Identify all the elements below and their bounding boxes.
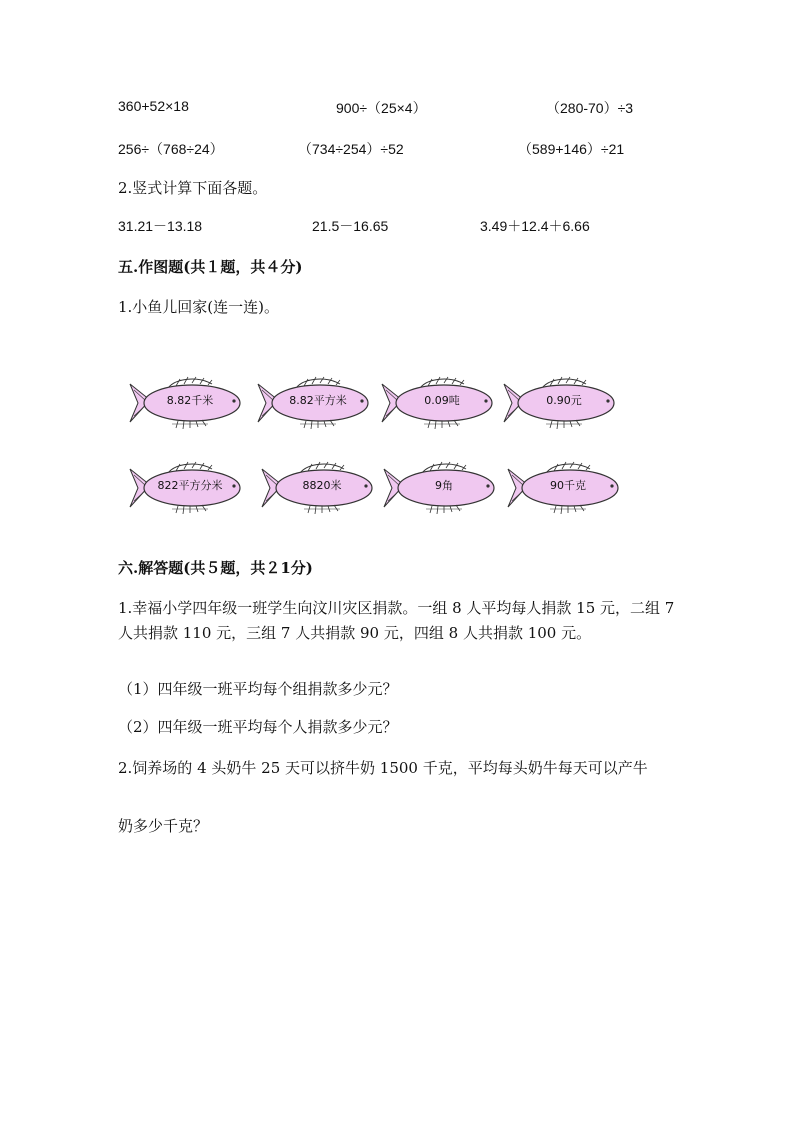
calc-item: 3.49＋12.4＋6.66 (480, 218, 590, 234)
calc-item: 21.5－16.65 (312, 218, 389, 234)
fish-card[interactable] (502, 374, 624, 432)
question-text: 1.幸福小学四年级一班学生向汶川灾区捐款。一组 8 人平均每人捐款 15 元，二组 7 人共捐款 110 元，三组 7 人共捐款 90 元，四组 8 人共捐款 100 元。 (118, 599, 675, 642)
fish-label: 90千克 (550, 479, 586, 492)
calc-item: 256÷（768÷24） (118, 141, 224, 157)
fish-label: 822平方分米 (157, 479, 223, 492)
fish-card[interactable] (128, 374, 250, 432)
fish-card[interactable] (128, 459, 250, 517)
fish-card[interactable] (506, 459, 628, 517)
calc-item: （589+146）÷21 (518, 141, 625, 157)
calc-item: 31.21－13.18 (118, 218, 203, 234)
fish-card[interactable] (260, 459, 382, 517)
calc-item: 900÷（25×4） (336, 100, 427, 116)
fish-label: 9角 (435, 479, 453, 492)
question-title: 1.小鱼儿回家(连一连)。 (118, 298, 280, 316)
fish-card[interactable] (382, 459, 504, 517)
fish-card[interactable] (256, 374, 378, 432)
question-title: 2.竖式计算下面各题。 (118, 179, 268, 197)
fish-label: 8.82千米 (166, 394, 214, 407)
fish-label: 8820米 (302, 479, 342, 492)
fish-label: 8.82平方米 (289, 394, 347, 407)
question-text: 2.饲养场的 4 头奶牛 25 天可以挤牛奶 1500 千克，平均每头奶牛每天可以产牛 (118, 759, 648, 777)
sub-question: （2）四年级一班平均每个人捐款多少元？ (118, 718, 398, 736)
section-heading: 五.作图题(共１题，共４分) (118, 258, 303, 276)
question-text: 奶多少千克？ (118, 817, 209, 835)
fish-label: 0.09吨 (424, 394, 460, 407)
calc-item: （280-70）÷3 (546, 100, 634, 116)
fish-card[interactable] (380, 374, 502, 432)
sub-question: （1）四年级一班平均每个组捐款多少元？ (118, 680, 398, 698)
calc-item: 360+52×18 (118, 98, 189, 114)
calc-item: （734÷254）÷52 (298, 141, 404, 157)
section-heading: 六.解答题(共５题，共２1分) (118, 559, 313, 577)
fish-label: 0.90元 (546, 394, 582, 407)
